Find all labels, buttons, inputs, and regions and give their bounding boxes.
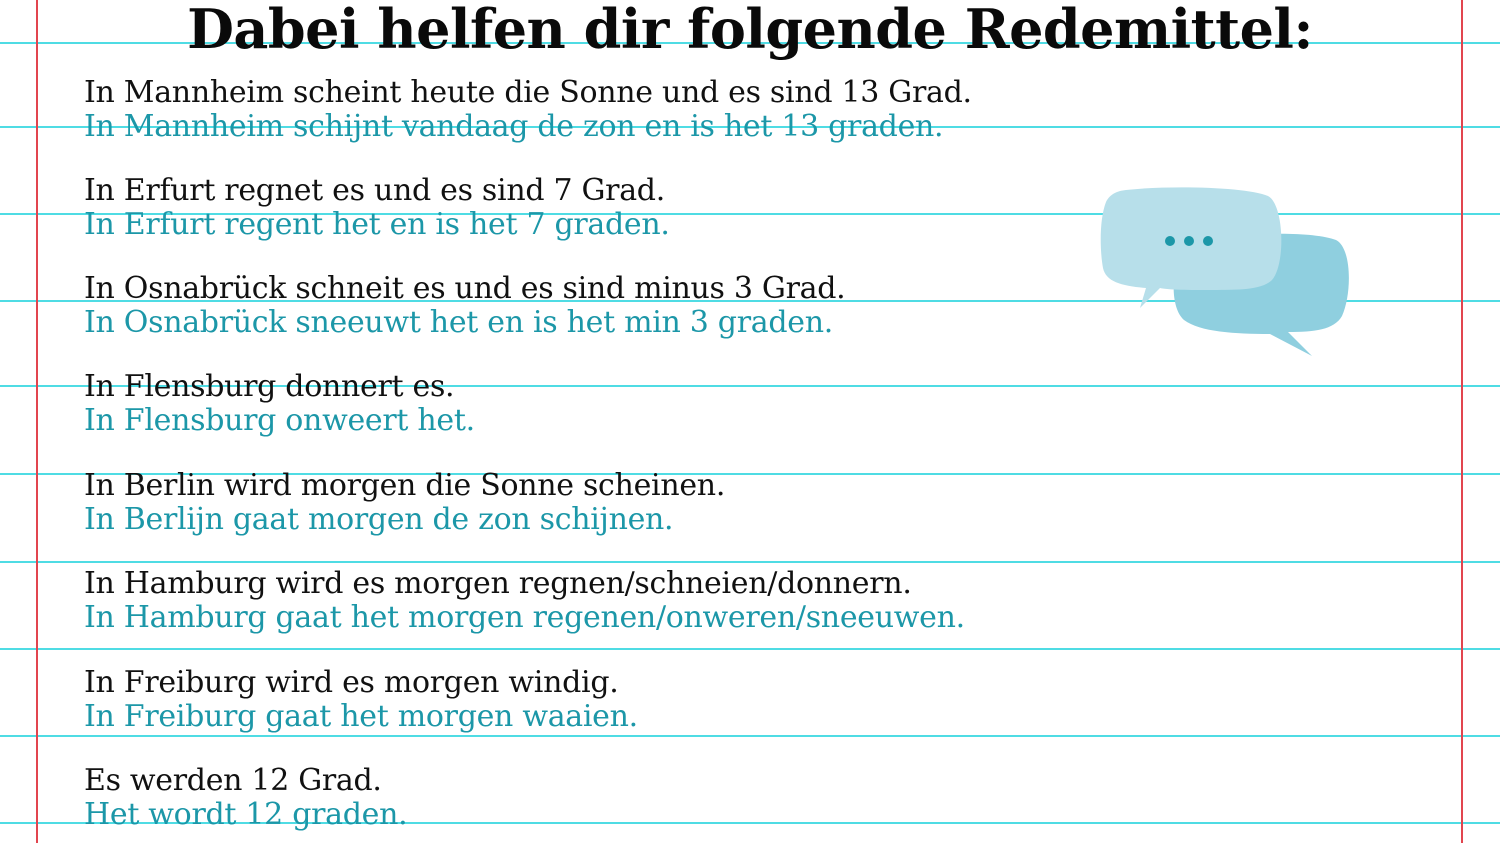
dutch-translation: Het wordt 12 graden.: [84, 797, 408, 832]
phrase-pair: [84, 567, 965, 635]
dutch-translation: In Hamburg gaat het morgen regenen/onweren/sneeuwen.: [84, 600, 965, 635]
german-phrase: In Erfurt regnet es und es sind 7 Grad.: [84, 173, 665, 208]
dutch-translation: In Freiburg gaat het morgen waaien.: [84, 699, 638, 734]
typing-dot: [1165, 236, 1175, 246]
phrase-pair: [84, 174, 670, 242]
dutch-translation: In Berlijn gaat morgen de zon schijnen.: [84, 502, 674, 537]
ruled-line: [0, 561, 1500, 563]
phrase-pair: [84, 666, 638, 734]
speech-bubbles-icon: [1100, 186, 1352, 362]
ruled-line: [0, 735, 1500, 737]
margin-line-left: [36, 0, 38, 843]
phrase-pair: [84, 469, 725, 537]
dutch-translation: In Erfurt regent het en is het 7 graden.: [84, 207, 670, 242]
dutch-translation: In Osnabrück sneeuwt het en is het min 3 graden.: [84, 305, 833, 340]
phrase-pair: [84, 370, 475, 438]
phrase-pair: [84, 272, 845, 340]
phrase-pair: [84, 764, 407, 832]
german-phrase: In Mannheim scheint heute die Sonne und es sind 13 Grad.: [84, 75, 972, 110]
ruled-line: [0, 648, 1500, 650]
german-phrase: In Hamburg wird es morgen regnen/schneien/donnern.: [84, 566, 912, 601]
german-phrase: In Freiburg wird es morgen windig.: [84, 665, 619, 700]
phrase-pair: [84, 76, 972, 144]
typing-dot: [1184, 236, 1194, 246]
margin-line-right: [1461, 0, 1463, 843]
german-phrase: In Flensburg donnert es.: [84, 369, 455, 404]
german-phrase: Es werden 12 Grad.: [84, 763, 382, 798]
dutch-translation: In Mannheim schijnt vandaag de zon en is het 13 graden.: [84, 109, 944, 144]
typing-dot: [1203, 236, 1213, 246]
page-title: Dabei helfen dir folgende Redemittel:: [187, 0, 1313, 61]
german-phrase: In Osnabrück schneit es und es sind minus 3 Grad.: [84, 271, 846, 306]
dutch-translation: In Flensburg onweert het.: [84, 403, 475, 438]
german-phrase: In Berlin wird morgen die Sonne scheinen.: [84, 468, 726, 503]
